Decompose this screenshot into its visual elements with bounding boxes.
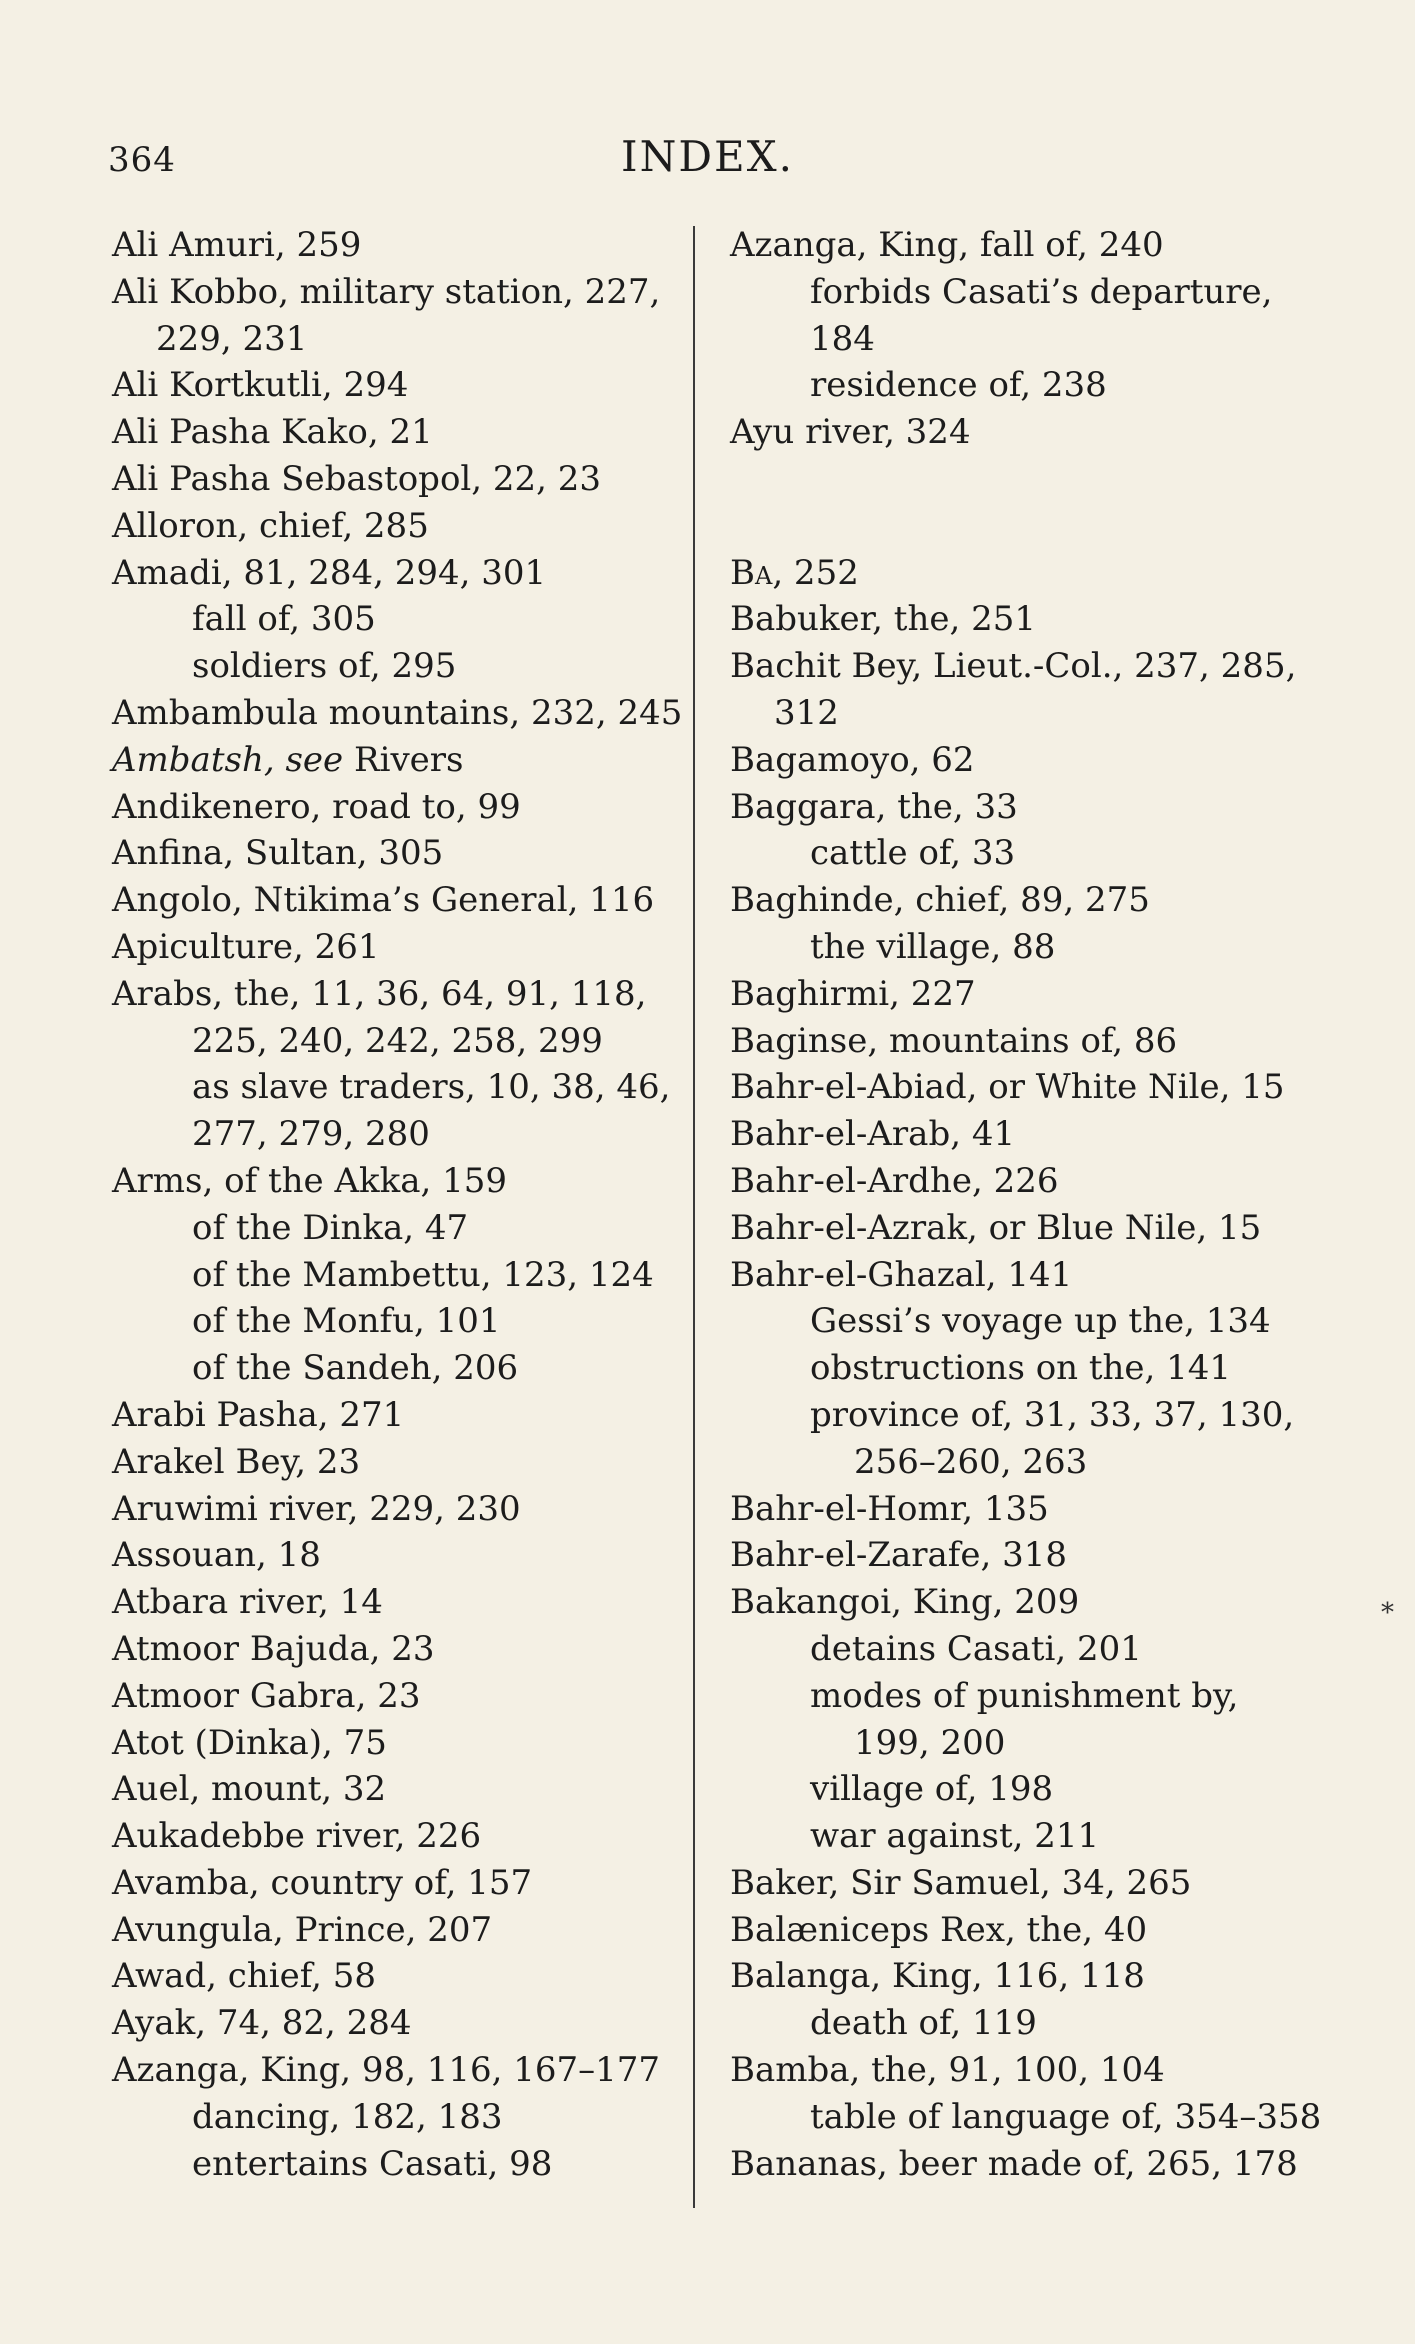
index-entry: Apiculture, 261 (112, 926, 380, 967)
running-head: INDEX. (621, 132, 794, 181)
index-entry: Bananas, beer made of, 265, 178 (730, 2143, 1298, 2184)
page-header (0, 132, 1415, 192)
index-entry: Arms, of the Akka, 159 (112, 1160, 508, 1201)
index-entry: Bahr-el-Abiad, or White Nile, 15 (730, 1067, 1285, 1108)
margin-mark: * (1381, 1598, 1394, 1628)
index-subentry: war against, 211 (810, 1816, 1100, 1857)
index-subentry: 312 (774, 692, 839, 733)
index-entry: Baghinde, chief, 89, 275 (730, 880, 1150, 921)
index-entry: Ambambula mountains, 232, 245 (112, 692, 683, 733)
index-column-left (112, 222, 697, 2187)
index-entry: Angolo, Ntikima’s General, 116 (112, 880, 655, 921)
index-subentry: cattle of, 33 (810, 833, 1016, 874)
index-entry: Baker, Sir Samuel, 34, 265 (730, 1862, 1192, 1903)
index-subentry: 277, 279, 280 (192, 1114, 430, 1155)
index-entry: Assouan, 18 (112, 1535, 321, 1576)
index-entry: Bahr-el-Homr, 135 (730, 1488, 1049, 1529)
index-entry: Ali Pasha Kako, 21 (112, 412, 433, 453)
index-subentry: 199, 200 (854, 1722, 1006, 1763)
index-entry: Alloron, chief, 285 (112, 505, 429, 546)
index-entry: Ayak, 74, 82, 284 (112, 2003, 412, 2044)
index-entry: Azanga, King, fall of, 240 (730, 225, 1164, 265)
index-subentry: Gessi’s voyage up the, 134 (810, 1301, 1271, 1342)
index-entry: Ba, 252 (730, 552, 859, 593)
index-subentry: forbids Casati’s departure, (810, 271, 1273, 312)
index-entry: Andikenero, road to, 99 (112, 786, 521, 827)
index-subentry: 229, 231 (156, 318, 308, 359)
index-entry: Bahr-el-Zarafe, 318 (730, 1535, 1068, 1576)
index-entry: Arakel Bey, 23 (112, 1441, 361, 1482)
index-entry: Arabs, the, 11, 36, 64, 91, 118, (112, 973, 647, 1014)
index-entry: Avamba, country of, 157 (112, 1862, 533, 1903)
index-subentry: fall of, 305 (192, 599, 376, 640)
index-subentry: of the Sandeh, 206 (192, 1348, 519, 1389)
index-entry: Baginse, mountains of, 86 (730, 1020, 1178, 1061)
index-entry: Bagamoyo, 62 (730, 739, 975, 780)
index-entry: Anfina, Sultan, 305 (112, 833, 444, 874)
index-subentry: 184 (810, 318, 875, 359)
index-subentry: residence of, 238 (810, 365, 1107, 406)
column-divider (693, 226, 695, 2208)
index-entry: Bakangoi, King, 209 (730, 1582, 1080, 1623)
index-subentry: of the Monfu, 101 (192, 1301, 501, 1342)
index-subentry: obstructions on the, 141 (810, 1348, 1232, 1389)
index-entry: Ali Pasha Sebastopol, 22, 23 (112, 458, 602, 499)
section-gap (730, 456, 1330, 550)
index-entry: Azanga, King, 98, 116, 167–177 (112, 2050, 661, 2091)
index-entry: Bahr-el-Arab, 41 (730, 1114, 1016, 1155)
index-entry: Atbara river, 14 (112, 1582, 383, 1623)
index-subentry: village of, 198 (810, 1769, 1054, 1810)
index-subentry: the village, 88 (810, 926, 1056, 967)
index-subentry: 225, 240, 242, 258, 299 (192, 1020, 603, 1061)
index-subentry: modes of punishment by, (810, 1675, 1239, 1716)
index-subentry: of the Dinka, 47 (192, 1207, 469, 1248)
index-subentry: of the Mambettu, 123, 124 (192, 1254, 654, 1295)
index-entry: Bamba, the, 91, 100, 104 (730, 2050, 1165, 2091)
index-entry: Atmoor Gabra, 23 (112, 1675, 421, 1716)
index-entry: Baghirmi, 227 (730, 973, 976, 1014)
index-entry: Bahr-el-Ardhe, 226 (730, 1160, 1059, 1201)
index-entry: Awad, chief, 58 (112, 1956, 376, 1997)
index-column-right (730, 222, 1330, 2187)
index-entry: Ali Kortkutli, 294 (112, 365, 409, 406)
page-number: 364 (108, 140, 176, 180)
index-entry: Arabi Pasha, 271 (112, 1394, 405, 1435)
index-subentry: 256–260, 263 (854, 1441, 1088, 1482)
index-entry: Babuker, the, 251 (730, 599, 1036, 640)
entry-rest: Rivers (343, 739, 464, 780)
index-entry: Bahr-el-Ghazal, 141 (730, 1254, 1073, 1295)
index-subentry: death of, 119 (810, 2003, 1037, 2044)
index-entry: Baggara, the, 33 (730, 786, 1018, 827)
index-entry: Aukadebbe river, 226 (112, 1816, 482, 1857)
index-entry: Atmoor Bajuda, 23 (112, 1628, 435, 1669)
index-entry: Ali Amuri, 259 (112, 225, 362, 265)
index-entry: Atot (Dinka), 75 (112, 1722, 387, 1763)
index-entry: Amadi, 81, 284, 294, 301 (112, 552, 547, 593)
index-subentry: entertains Casati, 98 (192, 2143, 553, 2184)
index-entry: Avungula, Prince, 207 (112, 1909, 493, 1950)
index-entry: Bachit Bey, Lieut.-Col., 237, 285, (730, 646, 1297, 687)
entry-italic-part: Ambatsh, see (112, 739, 344, 780)
index-entry: Bahr-el-Azrak, or Blue Nile, 15 (730, 1207, 1262, 1248)
index-subentry: detains Casati, 201 (810, 1628, 1142, 1669)
index-entry: Aruwimi river, 229, 230 (112, 1488, 521, 1529)
index-subentry: table of language of, 354–358 (810, 2096, 1322, 2137)
index-entry: Balanga, King, 116, 118 (730, 1956, 1145, 1997)
index-subentry: as slave traders, 10, 38, 46, (192, 1067, 671, 1108)
index-entry (112, 737, 697, 784)
index-entry: Balæniceps Rex, the, 40 (730, 1909, 1148, 1950)
index-subentry: province of, 31, 33, 37, 130, (810, 1394, 1295, 1435)
index-entry: Auel, mount, 32 (112, 1769, 387, 1810)
index-entry: Ayu river, 324 (730, 412, 971, 453)
index-subentry: soldiers of, 295 (192, 646, 457, 687)
index-entry: Ali Kobbo, military station, 227, (112, 271, 661, 312)
index-subentry: dancing, 182, 183 (192, 2096, 503, 2137)
